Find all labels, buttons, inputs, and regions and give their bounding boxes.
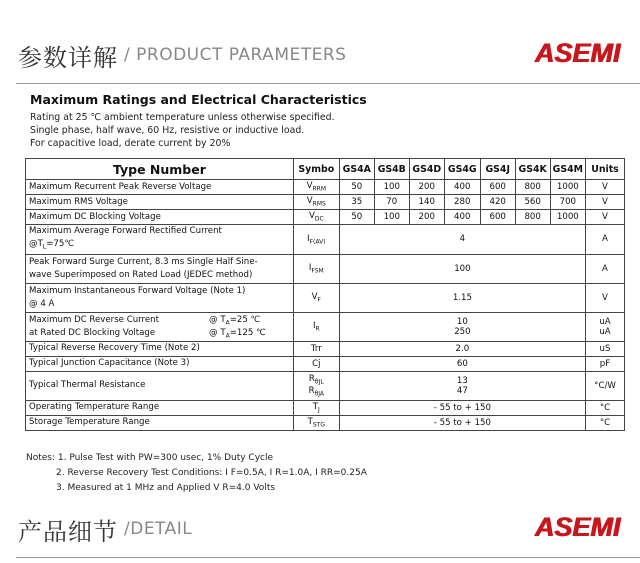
symbol-cell: $I_{F(AV)}$: [293, 225, 339, 255]
section-title-cn: 参数详解: [18, 44, 118, 72]
symbol-cell: $V_{RMS}$: [293, 195, 339, 210]
note-line: 2. Reverse Recovery Test Conditions: I F=0.5A, I R=1.0A, I RR=0.25A: [56, 468, 367, 478]
header-product-parameters: [0, 32, 640, 74]
ratings-line: Rating at 25 ℃ ambient temperature unless otherwise specified.: [30, 112, 335, 123]
value-cell: 4: [339, 225, 585, 255]
value-cell: 420: [480, 195, 515, 210]
section-title-en: / PRODUCT PARAMETERS: [124, 45, 347, 65]
divider: [16, 557, 640, 558]
table-row: [26, 225, 625, 255]
col-header-part: GS4B: [374, 159, 409, 180]
symbol-cell: $V_{RRM}$: [293, 180, 339, 195]
table-row: [26, 254, 625, 283]
unit-cell: A: [585, 254, 624, 283]
value-cell: 200: [409, 210, 444, 225]
symbol-cell: $V_{DC}$: [293, 210, 339, 225]
table-row: [26, 415, 625, 430]
table-row: [26, 195, 625, 210]
note-line: 3. Measured at 1 MHz and Applied V R=4.0 Volts: [56, 483, 276, 493]
param-cell: Typical Junction Capacitance (Note 3): [26, 356, 294, 371]
section-title-cn: 产品细节: [18, 518, 118, 546]
col-header-part: GS4A: [339, 159, 374, 180]
value-cell: 35: [339, 195, 374, 210]
col-header-part: GS4K: [515, 159, 550, 180]
ratings-intro: [30, 92, 367, 150]
symbol-cell: $T_J$: [293, 400, 339, 415]
unit-cell: °C: [585, 400, 624, 415]
divider: [16, 83, 640, 84]
value-cell: 280: [444, 195, 480, 210]
value-cell: 200: [409, 180, 444, 195]
symbol-cell: $V_F$: [293, 283, 339, 312]
note-line: Notes: 1. Pulse Test with PW=300 usec, 1% Duty Cycle: [26, 453, 274, 463]
unit-cell: A: [585, 225, 624, 255]
value-cell: 400: [444, 180, 480, 195]
table-row: [26, 400, 625, 415]
header-detail: [0, 506, 640, 548]
value-cell: 1000: [550, 210, 585, 225]
unit-cell: °C/W: [585, 371, 624, 400]
col-header-units: Units: [585, 159, 624, 180]
asemi-logo: ASEMI: [534, 512, 620, 542]
value-cell: 560: [515, 195, 550, 210]
param-cell: Peak Forward Surge Current, 8.3 ms Single Half Sine- wave Superimposed on Rated Load (JEDEC method): [26, 254, 294, 283]
table-header-row: [26, 159, 625, 180]
value-cell: 2.0: [339, 341, 585, 356]
unit-cell: uA uA: [585, 312, 624, 341]
value-cell: 140: [409, 195, 444, 210]
value-cell: 1.15: [339, 283, 585, 312]
unit-cell: V: [585, 210, 624, 225]
param-cell: Maximum DC Blocking Voltage: [26, 210, 294, 225]
value-cell: 100: [339, 254, 585, 283]
value-cell: - 55 to + 150: [339, 400, 585, 415]
symbol-cell: Cj: [293, 356, 339, 371]
value-cell: 1000: [550, 180, 585, 195]
value-cell: - 55 to + 150: [339, 415, 585, 430]
value-cell: 10 250: [339, 312, 585, 341]
value-cell: 400: [444, 210, 480, 225]
value-cell: 700: [550, 195, 585, 210]
table-row: [26, 210, 625, 225]
param-cell: Typical Reverse Recovery Time (Note 2): [26, 341, 294, 356]
symbol-cell: $T_{STG}$: [293, 415, 339, 430]
unit-cell: V: [585, 180, 624, 195]
col-header-part: GS4M: [550, 159, 585, 180]
unit-cell: pF: [585, 356, 624, 371]
section-title-en: /DETAIL: [124, 519, 193, 539]
symbol-cell: Trr: [293, 341, 339, 356]
unit-cell: V: [585, 283, 624, 312]
col-header-symbol: Symbo: [293, 159, 339, 180]
param-cell: Maximum DC Reverse Current @ $T_A=25$ ℃ at Rated DC Blocking Voltage @ $T_A=125$ ℃: [26, 312, 294, 341]
table-row: [26, 356, 625, 371]
ratings-line: Single phase, half wave, 60 Hz, resistive or inductive load.: [30, 125, 305, 136]
param-cell: Operating Temperature Range: [26, 400, 294, 415]
col-header-part: GS4G: [444, 159, 480, 180]
col-header-part: GS4D: [409, 159, 444, 180]
unit-cell: uS: [585, 341, 624, 356]
spec-table: [25, 158, 625, 431]
value-cell: 13 47: [339, 371, 585, 400]
param-cell: Maximum RMS Voltage: [26, 195, 294, 210]
notes: [26, 451, 367, 496]
value-cell: 70: [374, 195, 409, 210]
param-cell: Typical Thermal Resistance: [26, 371, 294, 400]
table-row: [26, 283, 625, 312]
param-cell: Maximum Instantaneous Forward Voltage (Note 1) @ 4 A: [26, 283, 294, 312]
table-row: [26, 312, 625, 341]
value-cell: 100: [374, 180, 409, 195]
col-header-part: GS4J: [480, 159, 515, 180]
symbol-cell: $I_{FSM}$: [293, 254, 339, 283]
value-cell: 50: [339, 180, 374, 195]
param-cell: Storage Temperature Range: [26, 415, 294, 430]
value-cell: 600: [480, 210, 515, 225]
symbol-cell: $I_R$: [293, 312, 339, 341]
table-row: [26, 371, 625, 400]
symbol-cell: $R_{\theta JL}$ $R_{\theta JA}$: [293, 371, 339, 400]
param-cell: Maximum Recurrent Peak Reverse Voltage: [26, 180, 294, 195]
unit-cell: V: [585, 195, 624, 210]
value-cell: 100: [374, 210, 409, 225]
table-row: [26, 341, 625, 356]
param-cell: Maximum Average Forward Rectified Current $@T_L=75℃$: [26, 225, 294, 255]
value-cell: 800: [515, 180, 550, 195]
unit-cell: °C: [585, 415, 624, 430]
value-cell: 800: [515, 210, 550, 225]
value-cell: 600: [480, 180, 515, 195]
col-header-type: Type Number: [26, 159, 294, 180]
value-cell: 50: [339, 210, 374, 225]
ratings-title: Maximum Ratings and Electrical Characteristics: [30, 92, 367, 107]
asemi-logo: ASEMI: [534, 38, 620, 68]
table-row: [26, 180, 625, 195]
ratings-line: For capacitive load, derate current by 20%: [30, 138, 231, 149]
value-cell: 60: [339, 356, 585, 371]
